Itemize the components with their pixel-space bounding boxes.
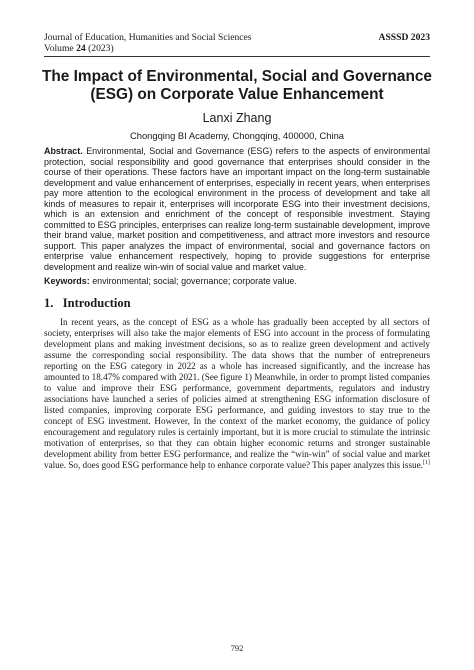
volume-line — [44, 43, 430, 54]
page-number: 792 — [230, 643, 244, 653]
abstract-text: Environmental, Social and Governance (ESG) refers to the aspects of environmental protection, social responsibility and good governance that enterprises should consider in the course of their operations. These factors have an important impact on the long-term sustainable development and value enhancement of enterprises, especially in recent years, when enterprises pay more attention to the ecological environment in the process of development and take all kinds of measures to repair it, enterprises will incorporate ESG into their investment decisions, which is an extension and enrichment of the concept of responsible investment. Staying committed to ESG principles, enterprises can realize long-term sustainable development, improve their brand value, market position and competitiveness, and attract more investors and resource support. This paper analyzes the impact of environmental, social and governance factors on enterprise value enhancement respectively, hoping to provide suggestions for enterprise development and realize win-win of social value and market value. — [44, 146, 430, 273]
introduction-paragraph — [44, 317, 430, 471]
running-header — [44, 32, 430, 57]
header-rule — [44, 56, 430, 57]
abstract — [44, 146, 430, 273]
section-title: Introduction — [62, 296, 131, 310]
conference-name: ASSSD 2023 — [378, 32, 430, 43]
author-affiliation: Chongqing BI Academy, Chongqing, 400000, China — [129, 130, 345, 141]
keywords-label: Keywords: — [44, 276, 90, 286]
abstract-label: Abstract. — [44, 146, 83, 156]
volume-label: Volume — [44, 43, 74, 54]
section-number: 1. — [44, 296, 54, 310]
header-row — [44, 32, 430, 43]
keywords — [44, 276, 430, 287]
author-name: Lanxi Zhang — [202, 111, 272, 125]
volume-number: 24 — [76, 43, 86, 54]
keywords-text: environmental; social; governance; corporate value. — [92, 276, 297, 286]
journal-name: Journal of Education, Humanities and Social Sciences — [44, 32, 252, 43]
volume-year: (2023) — [88, 43, 114, 54]
section-heading — [44, 296, 131, 311]
paper-title: The Impact of Environmental, Social and Governance (ESG) on Corporate Value Enhancement — [42, 68, 432, 103]
citation-ref[interactable]: [1] — [422, 459, 430, 466]
introduction-text: In recent years, as the concept of ESG as a whole has gradually been accepted by all sectors of society, enterprises will also take the major elements of ESG into account in the process of formulating development plans and making investment decisions, so as to realize green development and actively assume the corresponding social responsibility. The data shows that the number of entrepreneurs reporting on the ESG category in 2022 as a whole has increased significantly, and the increase has amounted to 18.47% compared with 2021. (See figure 1) Meanwhile, in order to prompt listed companies to value and improve their ESG performance, government departments, regulators and industry associations have launched a series of policies aimed at strengthening ESG information disclosure of listed companies, improving corporate ESG performance, and guiding investors to stay true to the concept of ESG investment. However, In the context of the market economy, the guidance of policy encouragement and regulatory rules is certainly important, but it is more crucial to stimulate the intrinsic motivation of enterprises, so that they can obtain higher economic returns and stronger sustainable development ability from better ESG performance, and realize the “win-win” of social value and market value. So, does good ESG performance help to enhance corporate value? This paper analyzes this issue. — [44, 317, 430, 470]
